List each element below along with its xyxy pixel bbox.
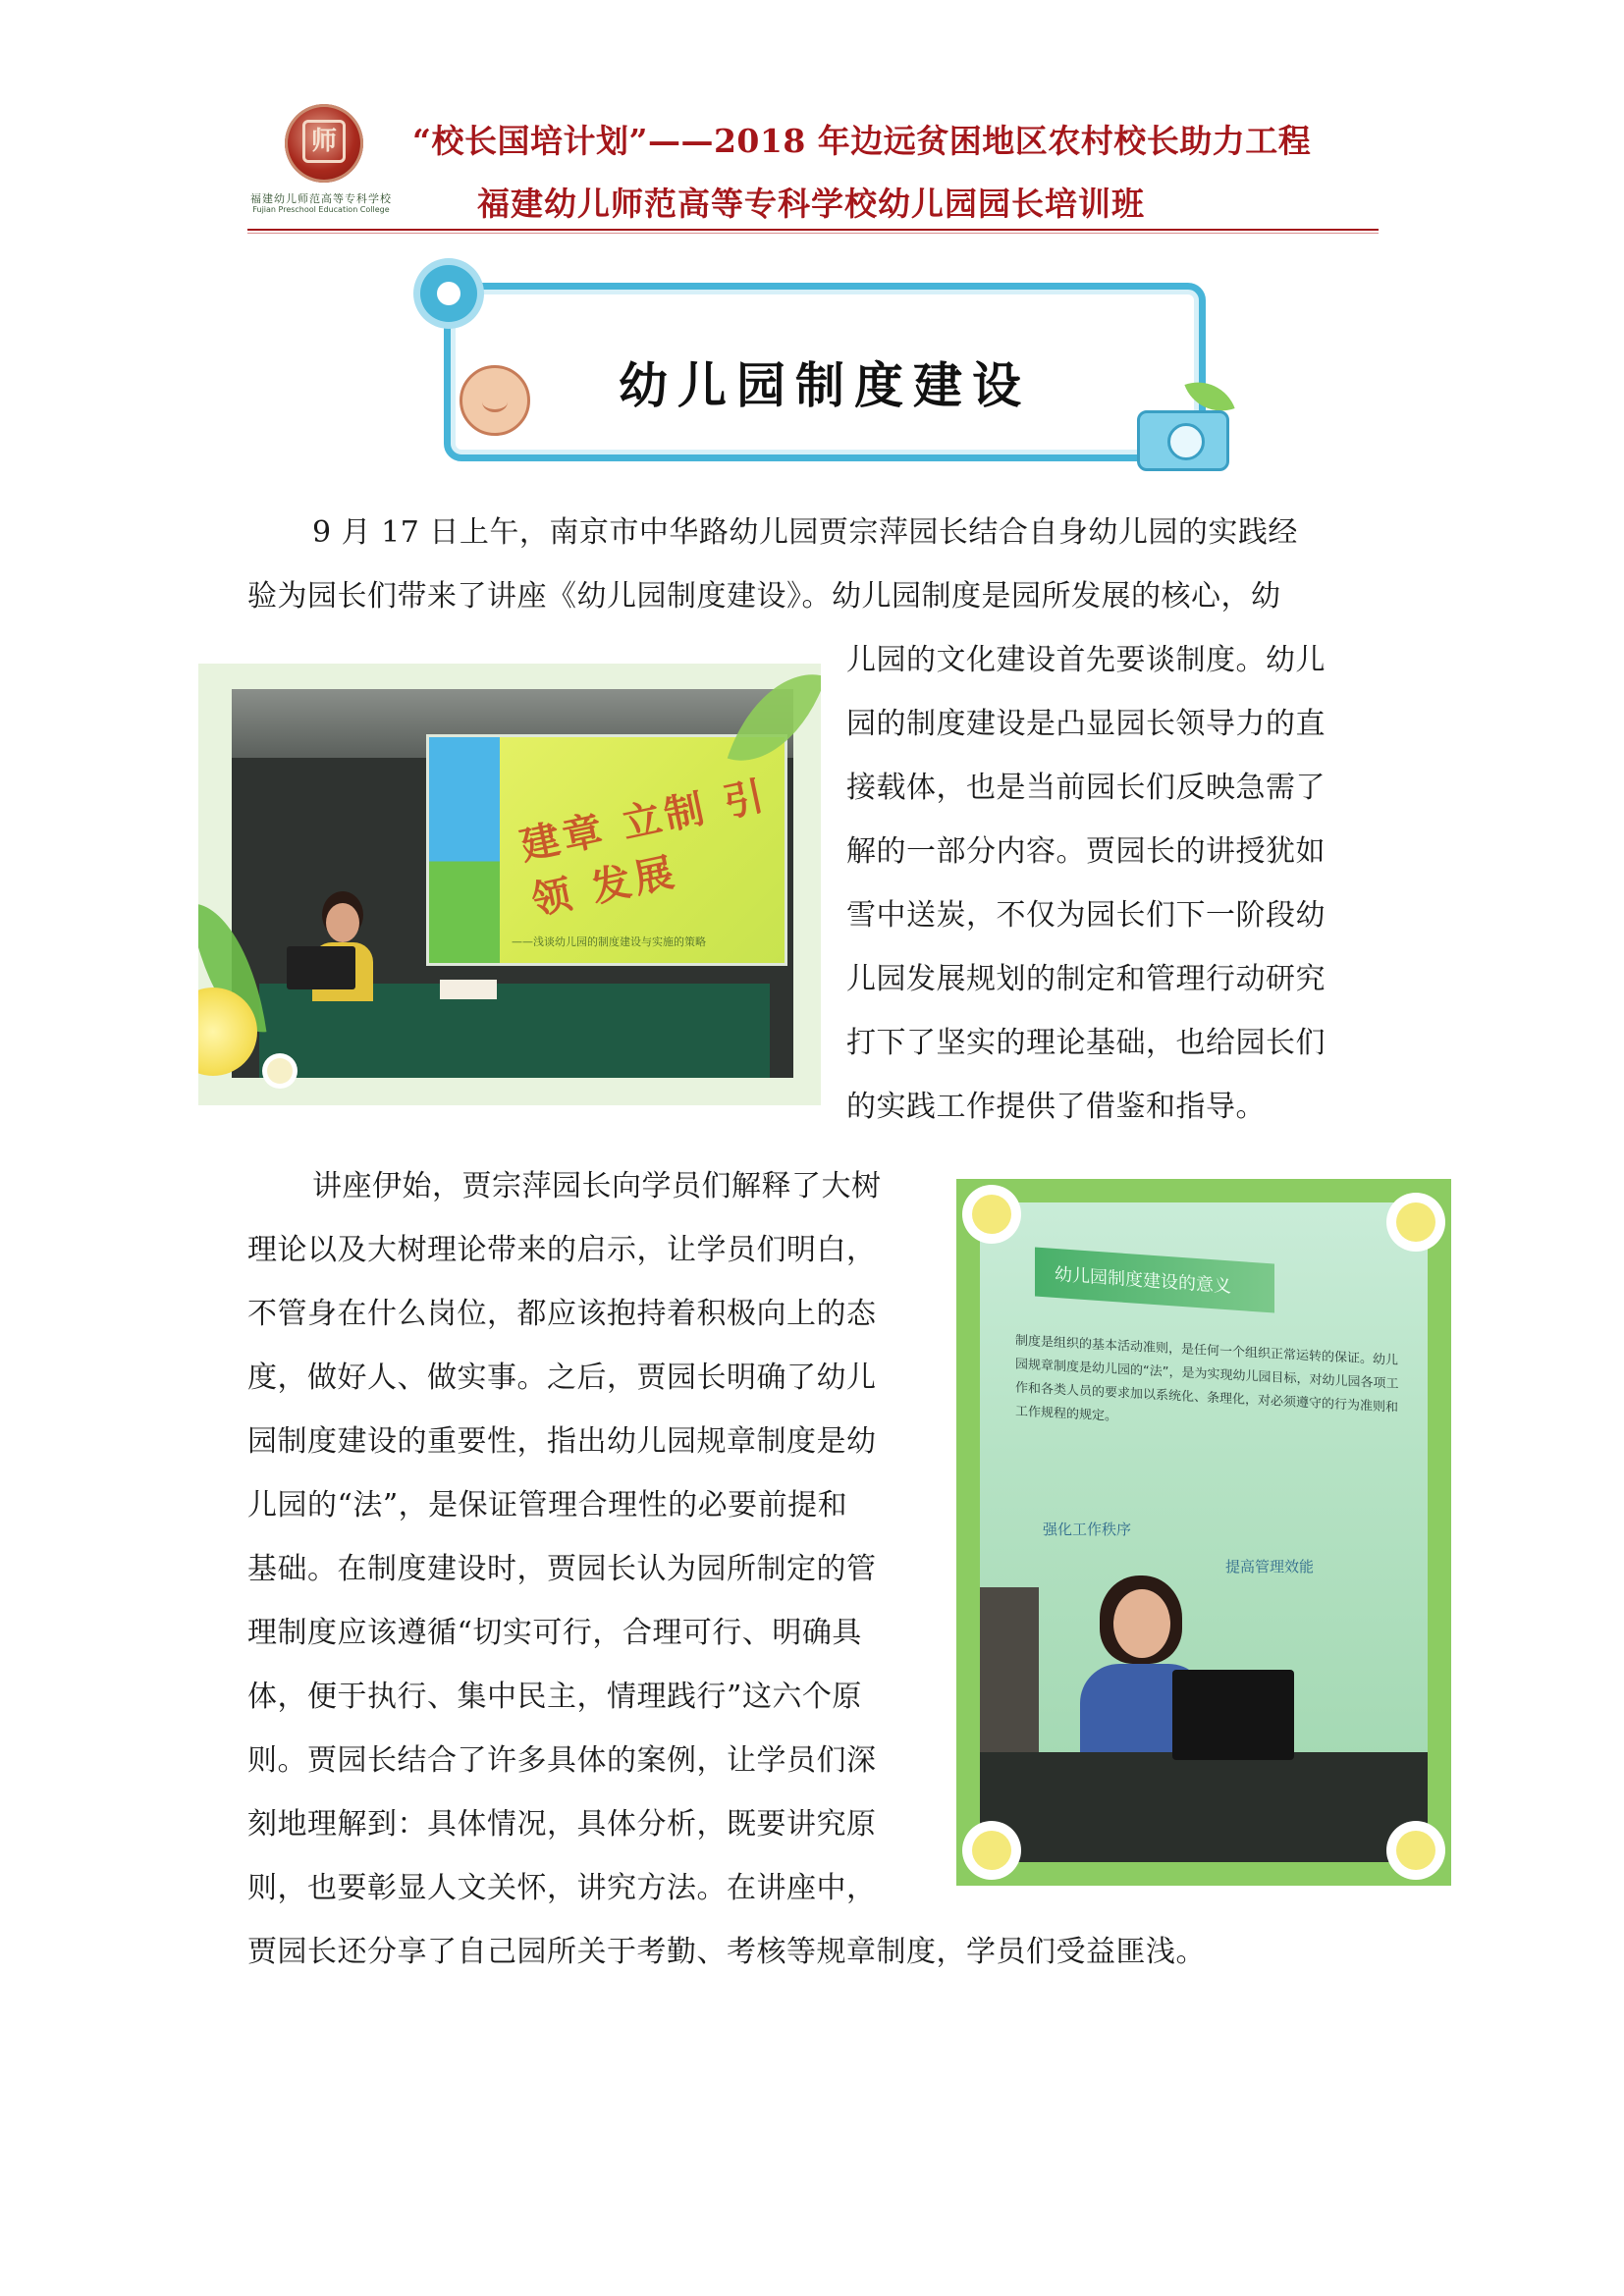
- lecture-photo-1-frame: [198, 664, 821, 1105]
- slide-point-1: 强化工作秩序: [1043, 1521, 1132, 1538]
- logo-chinese-name: 福建幼儿师范高等专科学校: [250, 192, 392, 205]
- slide-subtitle: ——浅谈幼儿园的制度建设与实施的策略: [512, 935, 706, 948]
- gear-icon: [420, 265, 477, 322]
- header-divider: [247, 229, 1379, 231]
- slide-banner-text: 幼儿园制度建设的意义: [1055, 1263, 1231, 1298]
- paragraph-2-line: 刻地理解到：具体情况，具体分析，既要讲究原: [247, 1807, 877, 1842]
- header-line-2: 福建幼儿师范高等专科学校幼儿园园长培训班: [477, 185, 1145, 223]
- laptop: [1172, 1670, 1294, 1760]
- lecture-photo-1: [232, 689, 793, 1078]
- slide-point-2: 提高管理效能: [1225, 1558, 1315, 1575]
- flower-decoration-icon: [1396, 1831, 1435, 1870]
- paragraph-2-line: 度，做好人、做实事。之后，贾园长明确了幼儿: [247, 1361, 877, 1395]
- paragraph-2-line: 园制度建设的重要性，指出幼儿园规章制度是幼: [247, 1424, 877, 1459]
- paragraph-2-line: 讲座伊始，贾宗萍园长向学员们解释了大树: [312, 1169, 882, 1203]
- paragraph-2-line: 理制度应该遵循“切实可行，合理可行、明确具: [247, 1616, 862, 1650]
- page-title: 幼儿园制度建设: [619, 356, 1031, 414]
- camera-icon: [1137, 410, 1229, 471]
- paragraph-1-line: 解的一部分内容。贾园长的讲授犹如: [846, 834, 1326, 869]
- laptop: [287, 946, 355, 989]
- sprout-cartoon-icon: [460, 365, 530, 436]
- paragraph-2-line: 体，便于执行、集中民主，情理践行”这六个原: [247, 1680, 862, 1714]
- slide-title: 建章 立制 引领 发展: [515, 772, 772, 925]
- logo-english-name: Fujian Preschool Education College: [252, 205, 390, 214]
- paragraph-2-line: 基础。在制度建设时，贾园长认为园所制定的管: [247, 1552, 877, 1586]
- nameplate: [440, 980, 497, 999]
- paragraph-1-line: 接载体，也是当前园长们反映急需了: [846, 771, 1326, 805]
- paragraph-1-line: 儿园的文化建设首先要谈制度。幼儿: [846, 643, 1326, 677]
- slide-body-text: 制度是组织的基本活动准则，是任何一个组织正常运转的保证。幼儿园规章制度是幼儿园的“法”，是为实现幼儿园目标，对幼儿园各项工作和各类人员的要求加以系统化、条理化，对必须遵守的行为准则和工作规程的规定。: [1015, 1333, 1399, 1424]
- title-frame: [444, 283, 1206, 461]
- lecture-photo-2-frame: [956, 1179, 1451, 1886]
- paragraph-2-line: 则。贾园长结合了许多具体的案例，让学员们深: [247, 1743, 877, 1778]
- lecture-photo-2: [980, 1202, 1428, 1862]
- speaker-face: [1113, 1589, 1170, 1658]
- paragraph-1-line: 园的制度建设是凸显园长领导力的直: [846, 707, 1326, 741]
- paragraph-2-line: 则，也要彰显人文关怀，讲究方法。在讲座中，: [247, 1871, 877, 1905]
- paragraph-2-line: 儿园的“法”，是保证管理合理性的必要前提和: [247, 1488, 848, 1522]
- slide-side-graphic: [429, 737, 500, 963]
- paragraph-1-line: 儿园发展规划的制定和管理行动研究: [846, 962, 1326, 996]
- logo-emblem: [285, 104, 363, 183]
- paragraph-1-line: 验为园长们带来了讲座《幼儿园制度建设》。幼儿园制度是园所发展的核心，幼: [247, 579, 1281, 614]
- flower-decoration-icon: [972, 1195, 1011, 1234]
- paragraph-2-line: 不管身在什么岗位，都应该抱持着积极向上的态: [247, 1297, 877, 1331]
- flower-decoration-icon: [1396, 1202, 1435, 1242]
- speaker-head: [326, 903, 359, 942]
- paragraph-1-line: 打下了坚实的理论基础，也给园长们: [846, 1026, 1326, 1060]
- college-logo: [242, 104, 399, 222]
- paragraph-1-line: 雪中送炭，不仅为园长们下一阶段幼: [846, 898, 1326, 933]
- paragraph-1-line: 的实践工作提供了借鉴和指导。: [846, 1090, 1266, 1124]
- header-divider-thin: [247, 233, 1379, 234]
- paragraph-2-line: 贾园长还分享了自己园所关于考勤、考核等规章制度，学员们受益匪浅。: [247, 1935, 1206, 1969]
- flower-decoration-icon: [972, 1831, 1011, 1870]
- paragraph-2-line: 理论以及大树理论带来的启示，让学员们明白，: [247, 1233, 877, 1267]
- projection-screen: [426, 734, 787, 966]
- paragraph-1-line: 9 月 17 日上午，南京市中华路幼儿园贾宗萍园长结合自身幼儿园的实践经: [312, 515, 1298, 550]
- slide-banner: [1035, 1247, 1274, 1312]
- logo-glyph: 师: [302, 120, 346, 163]
- flower-decoration-icon: [267, 1058, 293, 1084]
- header-line-1: “校长国培计划”——2018 年边远贫困地区农村校长助力工程: [412, 122, 1312, 160]
- lecture-desk: [980, 1752, 1428, 1862]
